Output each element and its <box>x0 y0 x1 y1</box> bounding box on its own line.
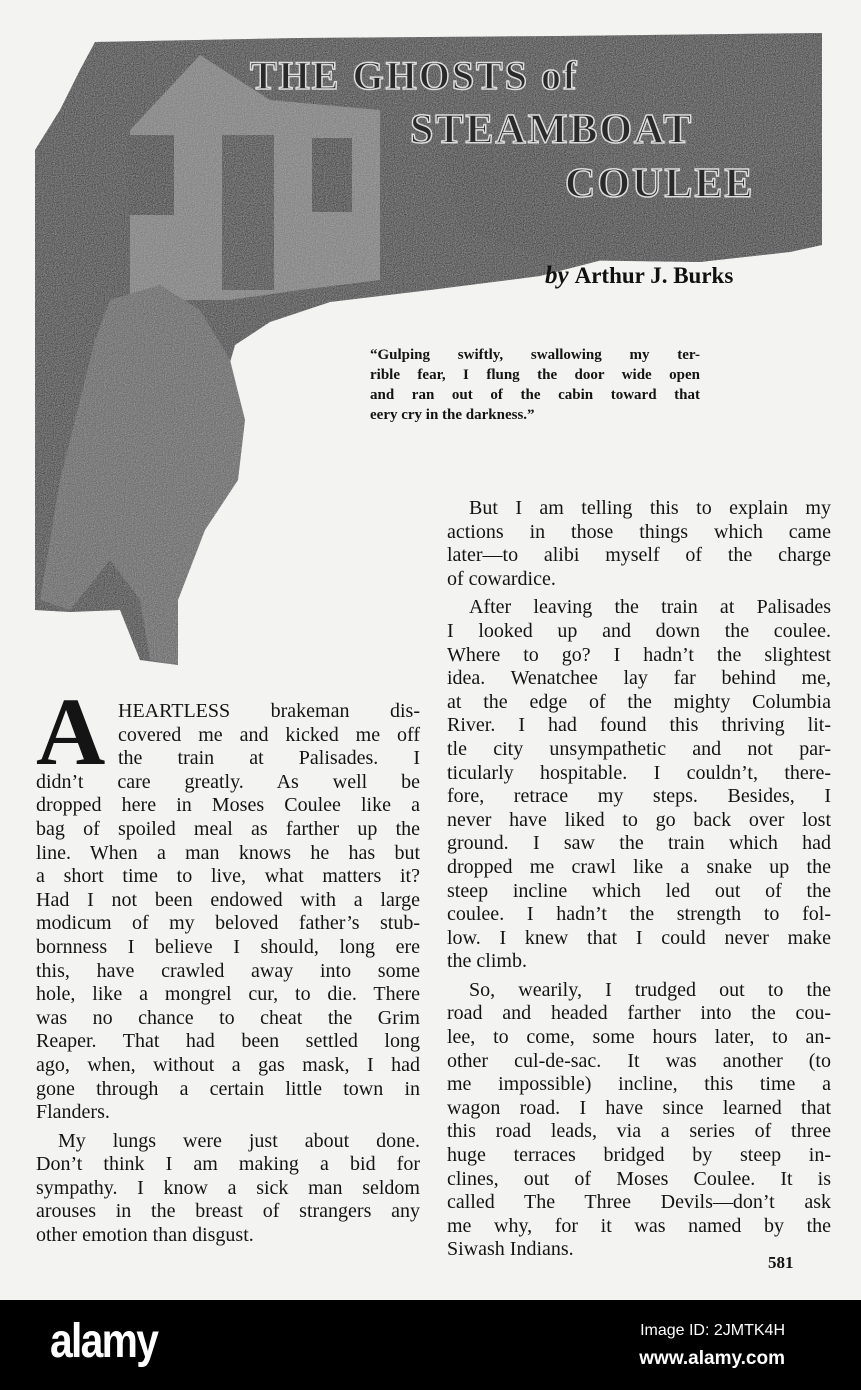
text-line: sympathy. I know a sick man seldom <box>36 1176 420 1199</box>
byline-prefix: by <box>545 262 569 289</box>
text-line: ago, when, without a gas mask, I had <box>36 1053 420 1076</box>
author-name: Arthur J. Burks <box>574 263 734 288</box>
text-line: bag of spoiled meal as farther up the <box>36 817 420 840</box>
paragraph <box>36 700 420 1125</box>
text-line: huge terraces bridged by steep in- <box>447 1144 831 1167</box>
text-line: steep incline which led out of the <box>447 879 831 902</box>
cabin-window-right <box>312 138 352 212</box>
text-line: modicum of my beloved father’s stub- <box>36 912 420 935</box>
text-line: actions in those things which came <box>447 520 831 543</box>
text-line: Had I not been endowed with a large <box>36 888 420 911</box>
text-line: the climb. <box>447 950 527 973</box>
right-column <box>447 497 831 1267</box>
text-line: My lungs were just about done. <box>58 1129 420 1152</box>
text-line: idea. Wenatchee lay far behind me, <box>447 667 831 690</box>
text-line: Where to go? I hadn’t the slightest <box>447 643 831 666</box>
paragraph <box>36 1130 420 1248</box>
text-line: lee, to come, some hours later, to an- <box>447 1026 831 1049</box>
text-line: fore, retrace my steps. Besides, I <box>447 785 831 808</box>
text-line: HEARTLESS brakeman dis- <box>118 700 420 722</box>
text-line: the train at Palisades. I <box>118 747 420 770</box>
cabin-door <box>222 135 274 290</box>
text-line: Don’t think I am making a bid for <box>36 1153 420 1176</box>
text-line: tle city unsympathetic and not par- <box>447 737 831 760</box>
text-line: ground. I saw the train which had <box>447 832 831 855</box>
text-line: I looked up and down the coulee. <box>447 619 831 642</box>
text-line: clines, out of Moses Coulee. It is <box>447 1167 831 1190</box>
text-line: this road leads, via a series of three <box>447 1120 831 1143</box>
text-line: other emotion than disgust. <box>36 1224 254 1247</box>
illustration-caption <box>370 345 700 425</box>
text-line: low. I knew that I could never make <box>447 926 831 949</box>
text-line: gone through a certain little town in <box>36 1077 420 1100</box>
text-line: road and headed farther into the cou- <box>447 1002 831 1025</box>
text-line: rible fear, I flung the door wide open <box>370 367 700 383</box>
text-line: Siwash Indians. <box>447 1238 574 1261</box>
paragraph <box>447 497 831 591</box>
text-line: at the edge of the mighty Columbia <box>447 690 831 713</box>
text-line: Reaper. That had been settled long <box>36 1030 420 1053</box>
text-line: arouses in the breast of strangers any <box>36 1200 420 1223</box>
text-line: and ran out of the cabin toward that <box>370 387 700 403</box>
paragraph <box>447 979 831 1262</box>
text-line: eery cry in the darkness.” <box>370 407 535 423</box>
left-column <box>36 700 420 1253</box>
text-line: a short time to live, what matters it? <box>36 865 420 888</box>
text-line: Flanders. <box>36 1101 110 1124</box>
image-id: Image ID: 2JMTK4H <box>640 1322 785 1339</box>
text-line: this, have crawled away into some <box>36 959 420 982</box>
text-line: hole, like a mongrel cur, to die. There <box>36 983 420 1006</box>
text-line: ticularly hospitable. I couldn’t, there- <box>447 761 831 784</box>
page-number: 581 <box>768 1253 794 1272</box>
cabin-window-left <box>128 135 174 215</box>
alamy-logo: alamy <box>50 1315 158 1368</box>
text-line: wagon road. I have since learned that <box>447 1096 831 1119</box>
story-title-line-1: THE GHOSTS of <box>250 53 579 98</box>
text-line: line. When a man knows he has but <box>36 841 420 864</box>
text-line: me impossible) incline, this time a <box>447 1073 831 1096</box>
text-line: called The Three Devils—don’t ask <box>447 1191 831 1214</box>
paragraph <box>447 596 831 974</box>
text-line: dropped me crawl like a snake up the <box>447 855 831 878</box>
drop-cap: A <box>36 678 106 785</box>
text-line: didn’t care greatly. As well be <box>36 770 420 793</box>
text-line: After leaving the train at Palisades <box>469 596 831 619</box>
text-line: River. I had found this thriving lit- <box>447 714 831 737</box>
text-line: of cowardice. <box>447 567 556 590</box>
text-line: But I am telling this to explain my <box>469 497 831 519</box>
text-line: me why, for it was named by the <box>447 1214 831 1237</box>
story-title-line-2: STEAMBOAT <box>410 107 694 153</box>
story-title-line-3: COULEE <box>565 161 755 207</box>
text-line: never have liked to go back over lost <box>447 808 831 831</box>
text-line: was no chance to cheat the Grim <box>36 1006 420 1029</box>
site-url[interactable]: www.alamy.com <box>639 1348 785 1369</box>
text-line: later—to alibi myself of the charge <box>447 544 831 567</box>
text-line: dropped here in Moses Coulee like a <box>36 794 420 817</box>
text-line: other cul-de-sac. It was another (to <box>447 1049 831 1072</box>
byline <box>545 262 733 290</box>
text-line: So, wearily, I trudged out to the <box>469 978 831 1001</box>
text-line: covered me and kicked me off <box>118 723 420 746</box>
watermark-banner <box>0 1300 861 1390</box>
text-line: bornness I believe I should, long ere <box>36 935 420 958</box>
text-line: “Gulping swiftly, swallowing my ter- <box>370 347 700 363</box>
text-line: coulee. I hadn’t the strength to fol- <box>447 903 831 926</box>
